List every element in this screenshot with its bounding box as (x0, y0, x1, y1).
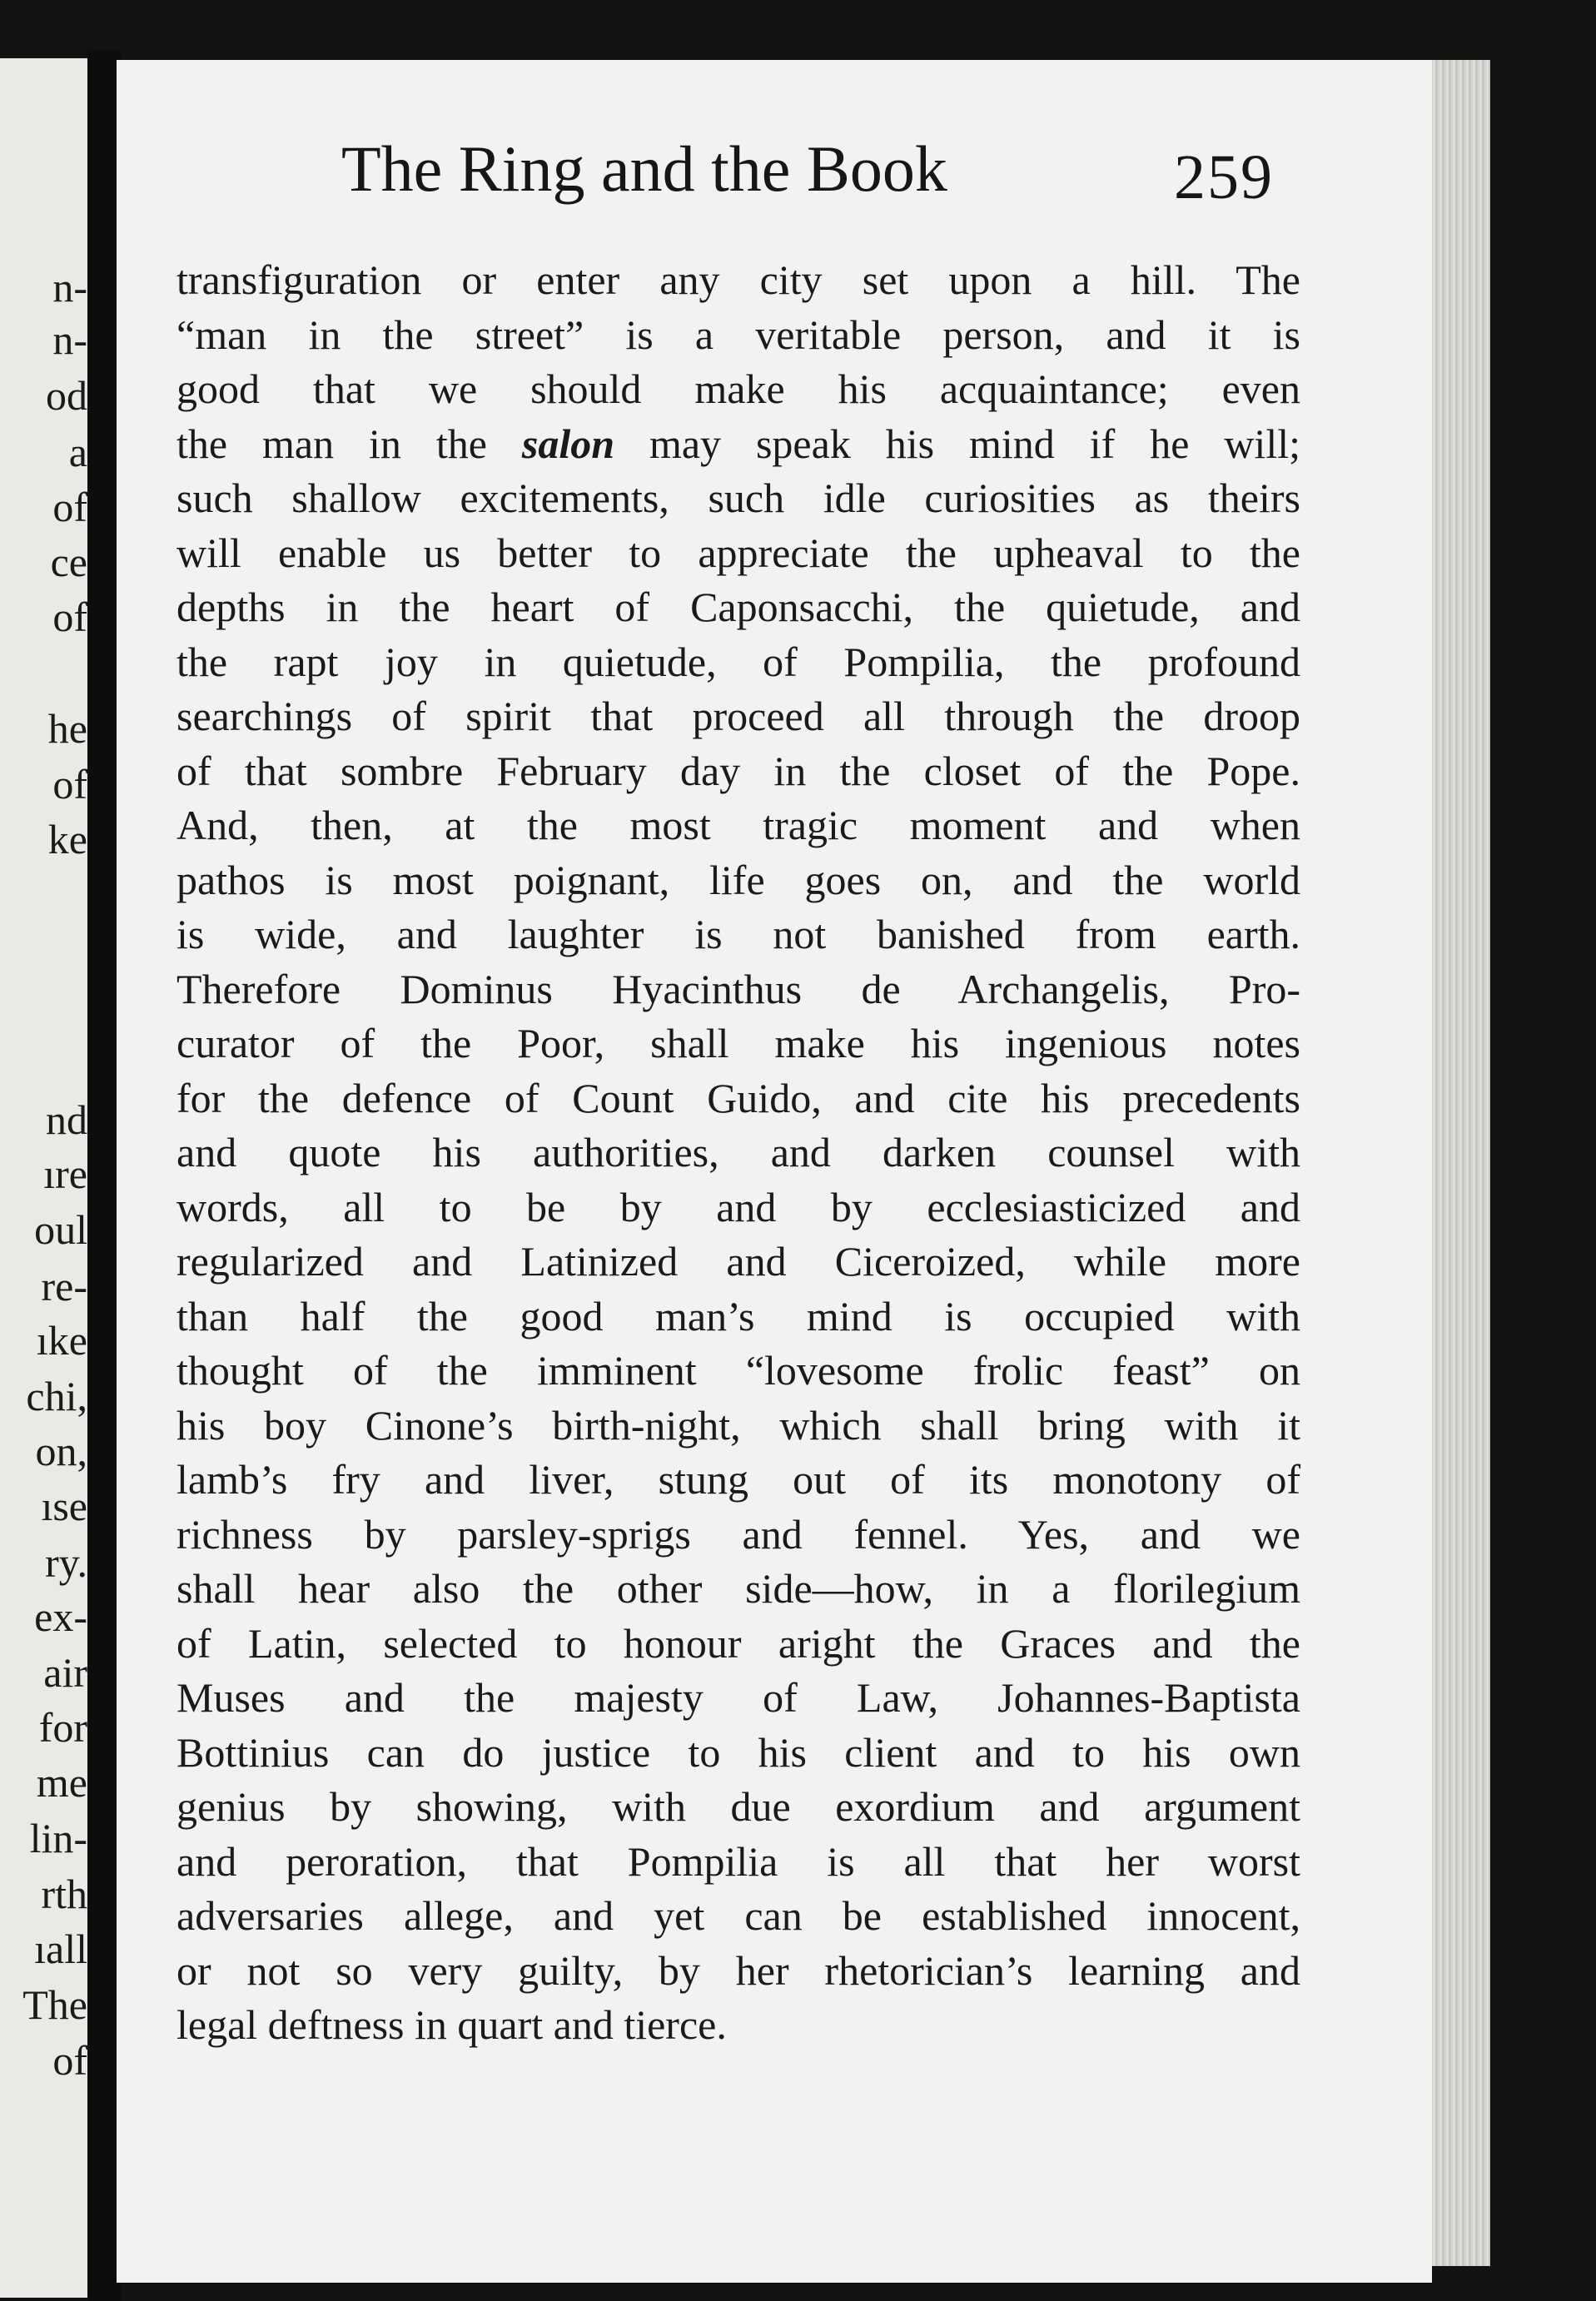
text-line: of Latin, selected to honour aright the Graces and the (177, 1619, 1300, 1667)
facing-page-fragment: ıke (36, 1317, 87, 1364)
text-line: genius by showing, with due exordium and argument (177, 1783, 1300, 1830)
page-number: 259 (1174, 142, 1274, 212)
facing-page-fragment: ıre (43, 1150, 87, 1197)
text-line: is wide, and laughter is not banished from earth. (177, 911, 1300, 957)
facing-page-fragment: nd (46, 1096, 87, 1143)
facing-page-margin (0, 58, 87, 2298)
text-line: good that we should make his acquaintance; even (177, 365, 1300, 412)
text-line: for the defence of Count Guido, and cite his precedents (177, 1074, 1300, 1121)
text-line: Therefore Dominus Hyacinthus de Archangelis, Pro- (177, 965, 1300, 1012)
facing-page-fragment: rth (41, 1871, 87, 1917)
facing-page-fragment: oul (34, 1206, 87, 1253)
body-text (177, 253, 1300, 2053)
text-line: his boy Cinone’s birth-night, which shall bring with it (177, 1401, 1300, 1449)
facing-page-fragment: of (52, 594, 87, 640)
running-head-title: The Ring and the Book (341, 132, 947, 205)
facing-page-fragment: chi, (26, 1373, 87, 1419)
text-line: such shallow excitements, such idle curiosities as theirs (177, 475, 1300, 521)
facing-page-fragment: for (38, 1704, 87, 1751)
facing-page-fragment: The (22, 1981, 87, 2028)
text-line: curator of the Poor, shall make his ingenious notes (177, 1020, 1300, 1066)
text-line: adversaries allege, and yet can be established innocent, (177, 1892, 1300, 1939)
facing-page-fragment: n- (52, 316, 87, 363)
facing-page-fragment: of (52, 2037, 87, 2084)
text-run: the man in the (177, 420, 522, 467)
facing-page-fragment: ry. (45, 1539, 87, 1586)
facing-page-fragment: he (47, 705, 87, 752)
text-line: of that sombre February day in the closet of the Pope. (177, 747, 1300, 794)
facing-page-fragment: re- (41, 1263, 87, 1310)
facing-page-fragment: me (36, 1759, 87, 1806)
facing-page-fragment: ce (50, 539, 87, 585)
text-line: and peroration, that Pompilia is all that her worst (177, 1837, 1300, 1885)
text-line: pathos is most poignant, life goes on, and the world (177, 856, 1300, 903)
italic-word: salon (521, 420, 615, 467)
text-run: may speak his mind if he will; (614, 420, 1300, 467)
facing-page-fragment: of (52, 484, 87, 530)
text-line: “man in the street” is a veritable person, and it is (177, 311, 1300, 358)
text-line: transfiguration or enter any city set upon a hill. The (177, 256, 1300, 303)
text-line: And, then, at the most tragic moment and when (177, 802, 1300, 848)
page-edge (1432, 60, 1490, 2266)
text-line: or not so very guilty, by her rhetorician’s learning and (177, 1946, 1300, 1994)
text-line: and quote his authorities, and darken counsel with (177, 1129, 1300, 1175)
text-line: depths in the heart of Caponsacchi, the quietude, and (177, 584, 1300, 630)
book-gutter (87, 50, 121, 2301)
text-line: than half the good man’s mind is occupied with (177, 1292, 1300, 1339)
text-line: legal deftness in quart and tierce. (177, 2001, 727, 2048)
text-line: richness by parsley-sprigs and fennel. Yes, and we (177, 1510, 1300, 1558)
facing-page-fragment: ke (47, 816, 87, 862)
facing-page-fragment: of (52, 761, 87, 808)
facing-page-fragment: air (43, 1649, 87, 1696)
facing-page-fragment: ıall (34, 1926, 87, 1972)
text-line: Muses and the majesty of Law, Johannes-Baptista (177, 1674, 1300, 1721)
text-line: lamb’s fry and liver, stung out of its monotony of (177, 1456, 1300, 1503)
text-line (177, 417, 1300, 472)
text-line: shall hear also the other side—how, in a florilegium (177, 1565, 1300, 1612)
text-line: thought of the imminent “lovesome frolic feast” on (177, 1347, 1300, 1394)
text-line: searchings of spirit that proceed all through the droop (177, 693, 1300, 739)
facing-page-fragment: ex- (34, 1593, 87, 1640)
text-line: words, all to be by and by ecclesiasticized and (177, 1183, 1300, 1230)
facing-page-fragment: a (68, 429, 87, 475)
text-line: will enable us better to appreciate the upheaval to the (177, 529, 1300, 576)
facing-page-fragment: on, (35, 1428, 87, 1474)
text-line: regularized and Latinized and Ciceroized, while more (177, 1238, 1300, 1285)
facing-page-fragment: lin- (29, 1815, 87, 1861)
facing-page-fragment: od (46, 372, 87, 419)
text-line: Bottinius can do justice to his client and to his own (177, 1728, 1300, 1776)
facing-page-fragment: ıse (41, 1483, 87, 1529)
text-line: the rapt joy in quietude, of Pompilia, the profound (177, 638, 1300, 685)
facing-page-fragment: n- (52, 264, 87, 311)
